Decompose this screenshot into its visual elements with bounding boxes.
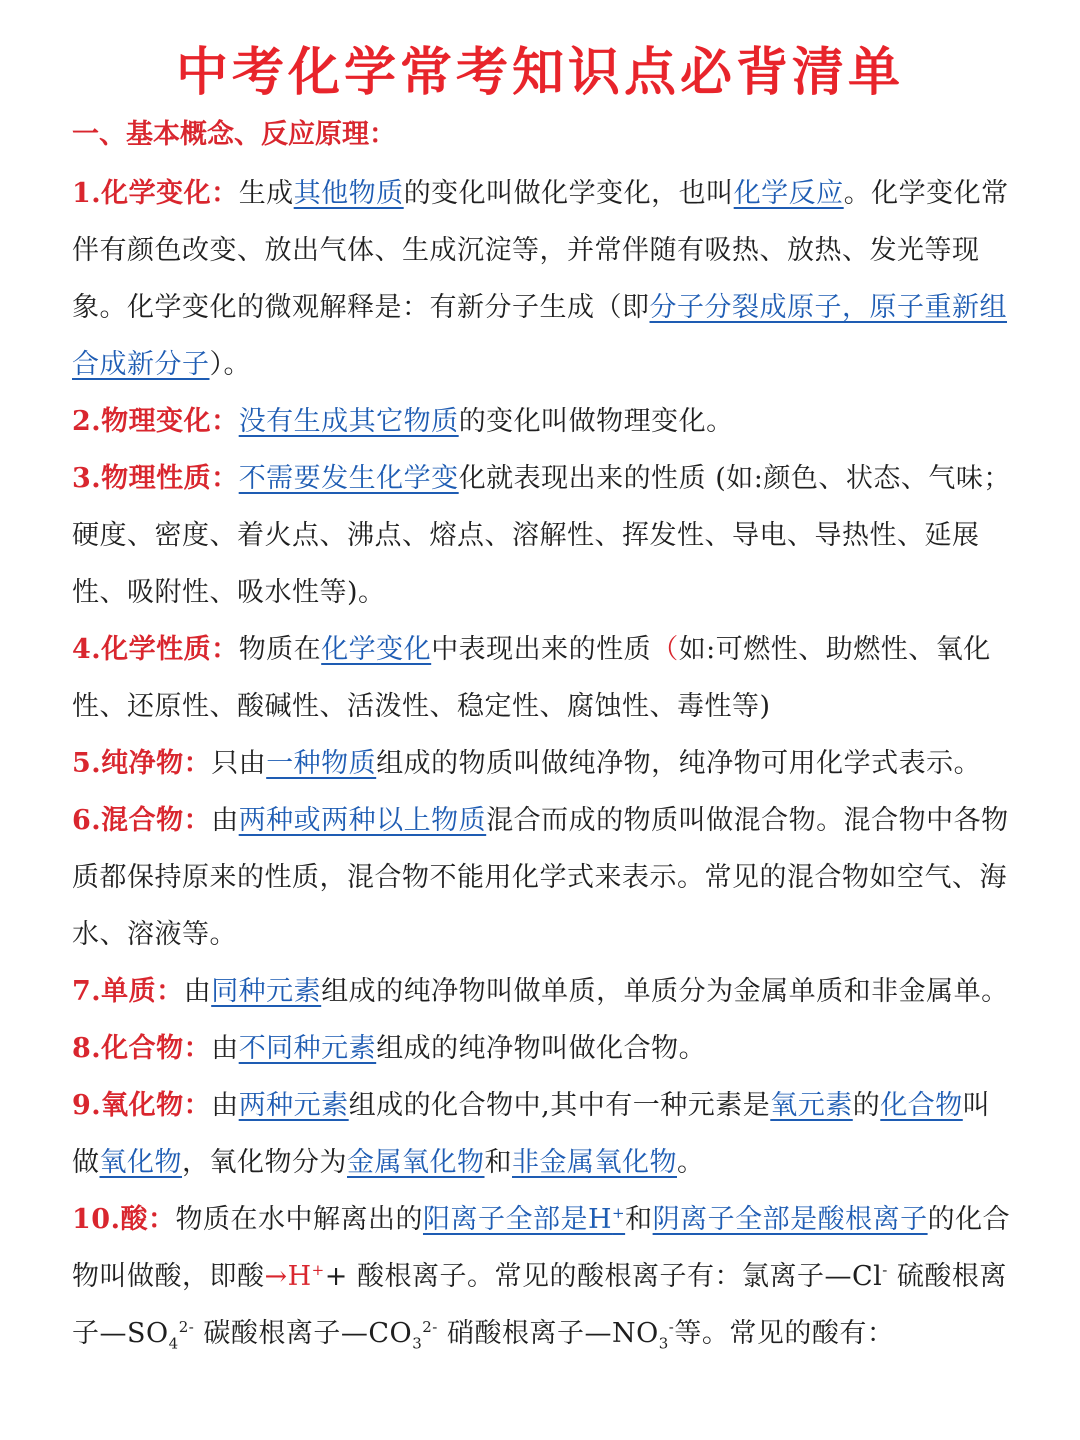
item-text: 硝酸根离子—NO [437, 1318, 659, 1349]
item-text: 只由 [211, 748, 267, 779]
item-highlight: 不需要发生化学变 [238, 463, 459, 494]
item-highlight: 不同种元素 [238, 1033, 377, 1064]
item-text: 硫酸根离子—SO [72, 1261, 1007, 1349]
list-item-3 [72, 450, 1012, 621]
item-term: 10.酸： [72, 1204, 176, 1235]
subscript: 3 [658, 1334, 669, 1353]
item-term: 7.单质： [72, 976, 184, 1007]
item-text: 组成的化合物中,其中有一种元素是 [348, 1090, 771, 1121]
item-term: 2.物理变化： [72, 406, 239, 437]
item-highlight: 化学反应 [733, 178, 844, 209]
charge-superscript: - [668, 1318, 675, 1336]
item-highlight: 金属氧化物 [347, 1147, 485, 1178]
item-text: 。化学变化常伴有颜色改变、放出气体、生成沉淀等，并常伴随有吸热、放热、发光等现象。化学变化的微观解释是：有新分子生成（即 [72, 178, 1009, 323]
charge-superscript: 2- [422, 1318, 438, 1336]
item-text: 混合而成的物质叫做混合物。混合物中各物质都保持原来的性质，混合物不能用化学式来表示。常见的混合物如空气、海水、溶液等。 [72, 805, 1009, 950]
subscript: 3 [412, 1334, 423, 1353]
item-text: 物质在水中解离出的 [175, 1204, 423, 1235]
item-text: 化就表现出来的性质 (如:颜色、状态、气味；硬度、密度、着火点、沸点、熔点、溶解性、挥发性、导电、导热性、延展性、吸附性、吸水性等)。 [72, 463, 1011, 608]
subscript: 4 [168, 1334, 179, 1353]
item-text: 碳酸根离子—CO [194, 1318, 413, 1349]
item-text: 的 [852, 1090, 881, 1121]
item-text: 组成的纯净物叫做单质，单质分为金属单质和非金属单。 [321, 976, 1009, 1007]
list-item-6 [72, 792, 1012, 963]
list-item-10 [72, 1191, 1012, 1362]
item-highlight: 其他物质 [293, 178, 404, 209]
list-item-2 [72, 393, 1012, 450]
arrow-icon: → [264, 1261, 288, 1292]
list-item-8 [72, 1020, 1012, 1077]
item-text: 由 [183, 976, 212, 1007]
item-highlight: 没有生成其它物质 [238, 406, 459, 437]
item-highlight-text: 阳离子全部是H [422, 1204, 613, 1235]
item-highlight: 化学变化 [321, 634, 432, 665]
item-text: 叫做 [72, 1090, 991, 1178]
section-heading: 一、基本概念、反应原理： [72, 119, 396, 150]
list-item-5 [72, 735, 1012, 792]
charge-superscript: 2- [178, 1318, 195, 1336]
charge-superscript: + [612, 1204, 626, 1222]
list-item-9 [72, 1077, 1012, 1191]
item-text: 物质在 [238, 634, 322, 665]
item-highlight: 一种物质 [266, 748, 377, 779]
list-item-4 [72, 621, 1012, 735]
item-highlight: 氧化物 [99, 1147, 182, 1178]
list-item-7 [72, 963, 1012, 1020]
item-highlight: 化合物 [880, 1090, 963, 1121]
item-term: 9.氧化物： [72, 1090, 212, 1121]
item-text: 等。常见的酸有： [674, 1318, 895, 1349]
list-item-1 [72, 165, 1012, 393]
item-highlight: 同种元素 [211, 976, 322, 1007]
item-text: 的化合物叫做酸，即酸 [72, 1204, 1011, 1292]
hydrogen-ion [288, 1261, 325, 1292]
item-text: 和 [484, 1147, 512, 1178]
item-paren: （ [651, 634, 679, 665]
page-title: 中考化学常考知识点必背清单 [175, 43, 904, 103]
item-text: 如:可燃性、助燃性、氧化性、还原性、酸碱性、活泼性、稳定性、腐蚀性、毒性等) [72, 634, 991, 722]
element-symbol: H [287, 1261, 312, 1292]
charge-superscript: - [882, 1261, 888, 1279]
item-highlight [423, 1204, 625, 1235]
item-term: 6.混合物： [72, 805, 212, 836]
item-highlight: 两种或两种以上物质 [238, 805, 487, 836]
item-highlight: 分子分裂成原子，原子重新组合成新分子 [72, 292, 1007, 380]
item-text: ，氧化物分为 [182, 1147, 347, 1178]
item-text: + 酸根离子。常见的酸根离子有：氯离子—Cl [324, 1261, 883, 1292]
item-text: 的变化叫做物理变化。 [458, 406, 734, 437]
item-text: 由 [211, 805, 239, 836]
item-text: 由 [211, 1033, 239, 1064]
charge-superscript: + [311, 1261, 325, 1279]
item-text: 组成的物质叫做纯净物，纯净物可用化学式表示。 [376, 748, 982, 779]
item-term: 4.化学性质： [72, 634, 239, 665]
item-text: 由 [211, 1090, 239, 1121]
item-highlight: 非金属氧化物 [512, 1147, 677, 1178]
item-text: 和 [625, 1204, 653, 1235]
content [72, 165, 1012, 1362]
item-text: ）。 [209, 349, 251, 380]
item-term: 8.化合物： [72, 1033, 212, 1064]
item-text: 中表现出来的性质 [431, 634, 652, 665]
item-highlight: 两种元素 [238, 1090, 349, 1121]
item-text: 。 [677, 1147, 705, 1178]
item-highlight: 氧元素 [770, 1090, 853, 1121]
item-term: 1.化学变化： [72, 178, 239, 209]
item-text: 组成的纯净物叫做化合物。 [376, 1033, 707, 1064]
item-highlight: 阴离子全部是酸根离子 [652, 1204, 928, 1235]
item-term: 3.物理性质： [72, 463, 239, 494]
item-term: 5.纯净物： [72, 748, 212, 779]
item-text: 的变化叫做化学变化，也叫 [403, 178, 734, 209]
item-text: 生成 [238, 178, 294, 209]
